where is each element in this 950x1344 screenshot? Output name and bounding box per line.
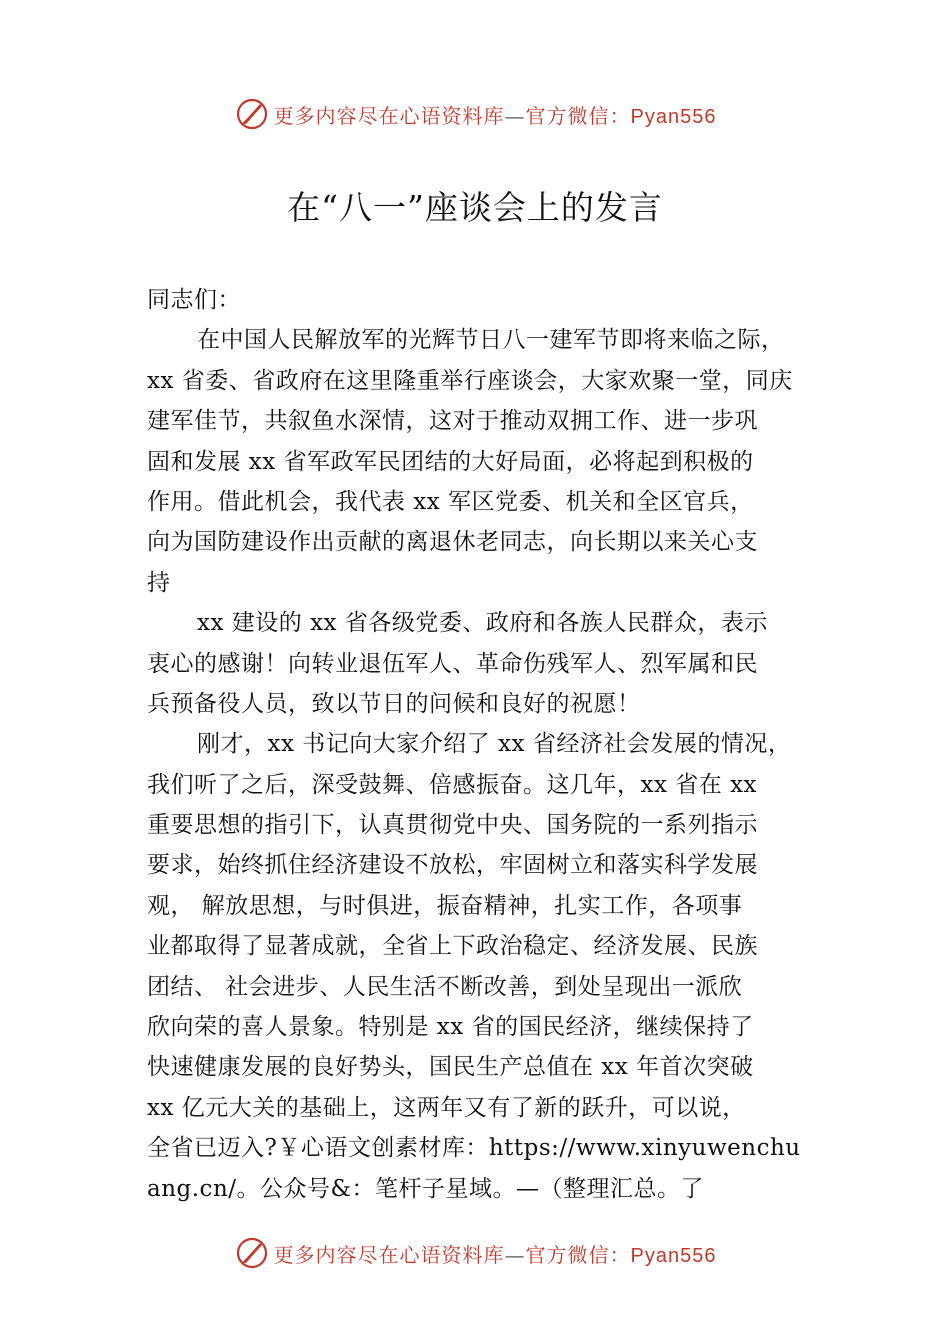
watermark-text: 更多内容尽在心语资料库 — [273, 1242, 505, 1267]
body-line: 观， 解放思想，与时俱进，振奋精神，扎实工作，各项事 — [147, 892, 743, 919]
body-line: ang.cn/。公众号&：笔杆子星域。—（整理汇总。了 — [147, 1175, 704, 1202]
body-line: 重要思想的指引下，认真贯彻党中央、国务院的一系列指示 — [147, 812, 758, 839]
body-line: 刚才，xx 书记向大家介绍了 xx 省经济社会发展的情况， — [197, 731, 792, 758]
quill-logo-icon — [234, 1235, 270, 1271]
body-line: 业都取得了显著成就，全省上下政治稳定、经济发展、民族 — [147, 933, 758, 960]
body-line: 快速健康发展的良好势头，国民生产总值在 xx 年首次突破 — [147, 1054, 754, 1081]
body-line: 同志们： — [147, 287, 241, 313]
document-body — [147, 280, 827, 1209]
watermark-contact-id: Pyan556 — [630, 105, 717, 128]
body-line: 兵预备役人员，致以节日的问候和良好的祝愿！ — [147, 690, 641, 717]
body-line: 团结、 社会进步、人民生活不断改善，到处呈现出一派欣 — [147, 973, 743, 1000]
body-line: 持 — [147, 569, 171, 596]
watermark-separator: — — [504, 1242, 526, 1267]
body-line: 欣向荣的喜人景象。特别是 xx 省的国民经济，继续保持了 — [147, 1014, 754, 1041]
body-line: 要求，始终抓住经济建设不放松，牢固树立和落实科学发展 — [147, 852, 758, 879]
watermark-separator: — — [504, 103, 526, 128]
watermark-banner-top — [0, 94, 950, 134]
body-line: 作用。借此机会，我代表 xx 军区党委、机关和全区官兵， — [147, 488, 754, 515]
watermark-banner-bottom — [0, 1233, 950, 1273]
watermark-contact-label: 官方微信： — [525, 103, 631, 128]
quill-logo-icon — [234, 96, 270, 132]
watermark-text: 更多内容尽在心语资料库 — [273, 103, 505, 128]
body-line: 我们听了之后，深受鼓舞、倍感振奋。这几年，xx 省在 xx — [147, 771, 758, 798]
body-line: xx 亿元大关的基础上，这两年又有了新的跃升，可以说， — [147, 1094, 746, 1121]
body-line: 在中国人民解放军的光辉节日八一建军节即将来临之际， — [197, 327, 785, 354]
body-line: 全省已迈入?￥心语文创素材库：https://www.xinyuwenchu — [147, 1135, 801, 1162]
body-line: xx 省委、省政府在这里隆重举行座谈会，大家欢聚一堂，同庆 — [147, 367, 793, 394]
watermark-contact-id: Pyan556 — [630, 1244, 717, 1267]
body-line: 衷心的感谢！向转业退伍军人、革命伤残军人、烈军属和民 — [147, 650, 758, 677]
document-title: 在“八一”座谈会上的发言 — [287, 188, 663, 227]
body-line: 向为国防建设作出贡献的离退休老同志，向长期以来关心支 — [147, 529, 758, 556]
body-line: 固和发展 xx 省军政军民团结的大好局面，必将起到积极的 — [147, 448, 754, 475]
body-line: xx 建设的 xx 省各级党委、政府和各族人民群众，表示 — [197, 610, 768, 637]
body-line: 建军佳节，共叙鱼水深情，这对于推动双拥工作、进一步巩 — [147, 408, 758, 435]
watermark-contact-label: 官方微信： — [525, 1242, 631, 1267]
